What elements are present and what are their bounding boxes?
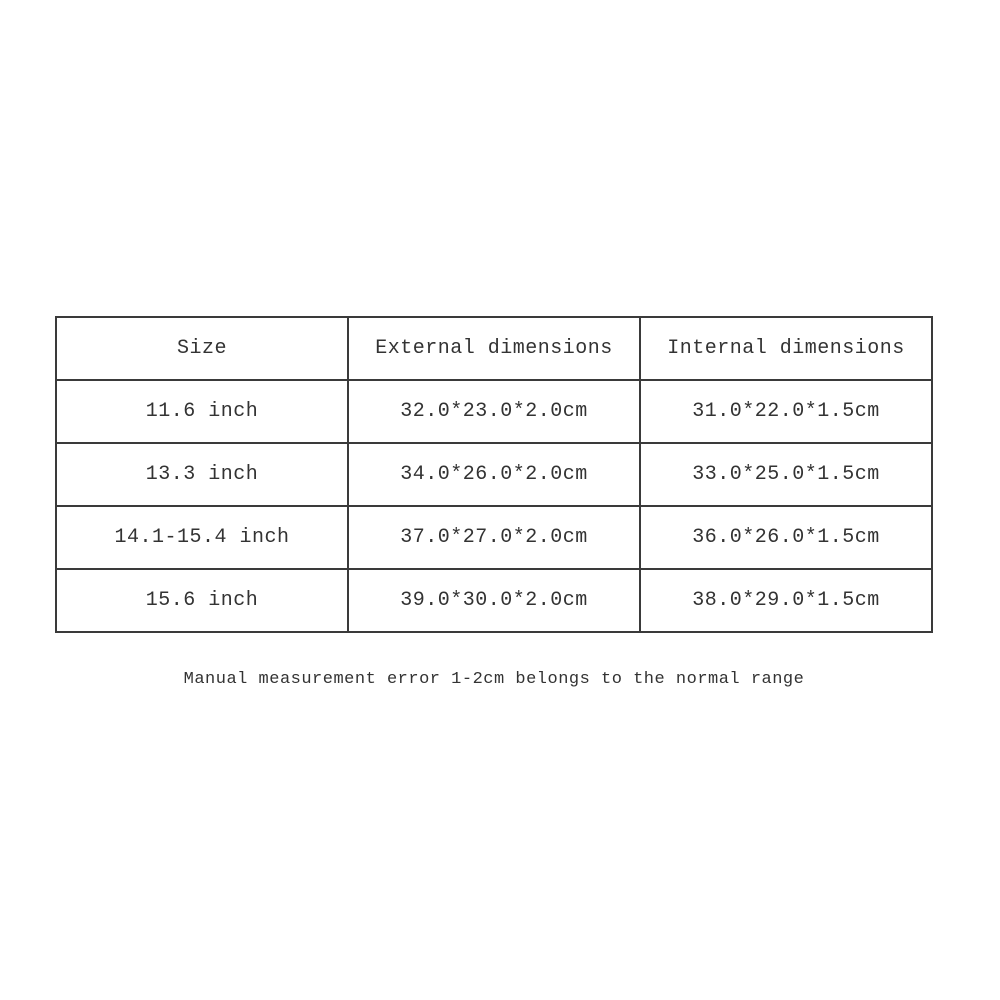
- cell-internal-dimensions: 33.0*25.0*1.5cm: [640, 443, 932, 506]
- cell-external-dimensions: 37.0*27.0*2.0cm: [348, 506, 640, 569]
- cell-internal-dimensions: 38.0*29.0*1.5cm: [640, 569, 932, 632]
- size-chart-body: [56, 380, 932, 632]
- column-header-size: Size: [56, 317, 348, 380]
- cell-size: 15.6 inch: [56, 569, 348, 632]
- cell-external-dimensions: 34.0*26.0*2.0cm: [348, 443, 640, 506]
- size-chart-table: [55, 316, 933, 633]
- table-row: [56, 380, 932, 443]
- header-row: [56, 317, 932, 380]
- cell-internal-dimensions: 36.0*26.0*1.5cm: [640, 506, 932, 569]
- table-row: [56, 443, 932, 506]
- cell-external-dimensions: 39.0*30.0*2.0cm: [348, 569, 640, 632]
- size-chart-header: [56, 317, 932, 380]
- cell-size: 13.3 inch: [56, 443, 348, 506]
- cell-size: 14.1-15.4 inch: [56, 506, 348, 569]
- column-header-internal-dimensions: Internal dimensions: [640, 317, 932, 380]
- measurement-note: Manual measurement error 1-2cm belongs to the normal range: [183, 670, 805, 689]
- column-header-external-dimensions: External dimensions: [348, 317, 640, 380]
- cell-size: 11.6 inch: [56, 380, 348, 443]
- table-row: [56, 569, 932, 632]
- table-row: [56, 506, 932, 569]
- cell-internal-dimensions: 31.0*22.0*1.5cm: [640, 380, 932, 443]
- cell-external-dimensions: 32.0*23.0*2.0cm: [348, 380, 640, 443]
